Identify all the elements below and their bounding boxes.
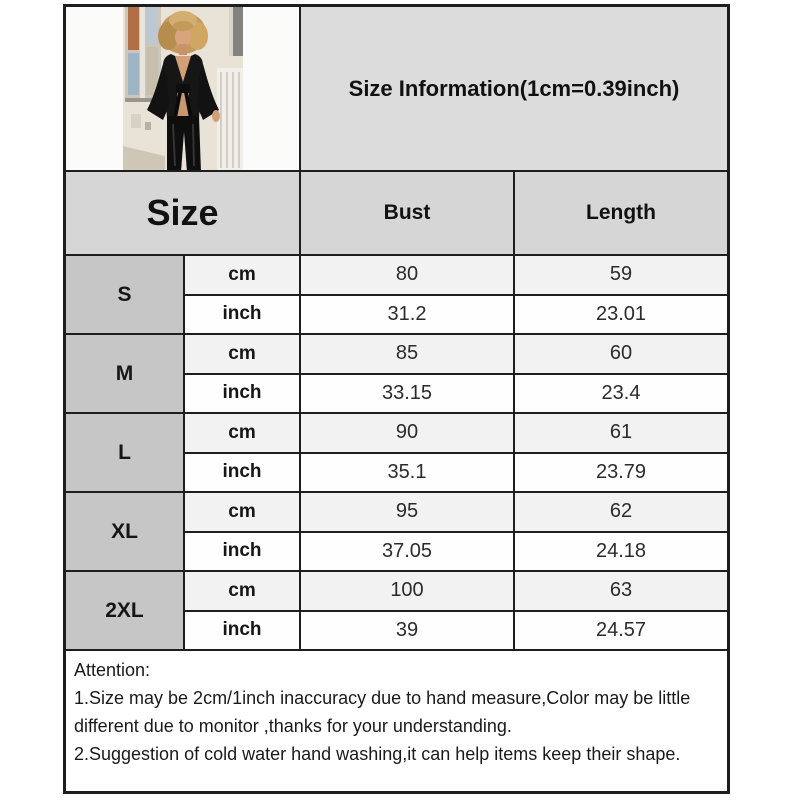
size-row-label-xl: XL <box>66 493 185 572</box>
length-value-s-cm: 59 <box>515 256 727 296</box>
unit-label-cm: cm <box>185 335 301 375</box>
size-column-header: Size <box>66 172 301 256</box>
unit-label-inch: inch <box>185 375 301 415</box>
size-row-label-m: M <box>66 335 185 414</box>
bust-value-m-inch: 33.15 <box>301 375 515 415</box>
bust-column-header: Bust <box>301 172 515 256</box>
unit-label-cm: cm <box>185 572 301 612</box>
product-photo <box>123 7 243 172</box>
bust-value-xl-inch: 37.05 <box>301 533 515 573</box>
bust-value-l-inch: 35.1 <box>301 454 515 494</box>
length-value-m-inch: 23.4 <box>515 375 727 415</box>
bust-value-s-inch: 31.2 <box>301 296 515 336</box>
bust-value-2xl-cm: 100 <box>301 572 515 612</box>
unit-label-inch: inch <box>185 612 301 652</box>
attention-note-1-cont: different due to monitor ,thanks for your understanding. <box>74 716 512 736</box>
attention-note-2: 2.Suggestion of cold water hand washing,it can help items keep their shape. <box>74 744 681 764</box>
size-chart-table <box>63 4 730 794</box>
product-photo-cell <box>66 7 301 172</box>
unit-label-cm: cm <box>185 414 301 454</box>
size-row-label-s: S <box>66 256 185 335</box>
length-value-m-cm: 60 <box>515 335 727 375</box>
length-column-header: Length <box>515 172 727 256</box>
attention-heading: Attention: <box>74 660 151 680</box>
bust-value-xl-cm: 95 <box>301 493 515 533</box>
unit-label-cm: cm <box>185 256 301 296</box>
size-row-label-2xl: 2XL <box>66 572 185 651</box>
unit-label-inch: inch <box>185 454 301 494</box>
bust-value-2xl-inch: 39 <box>301 612 515 652</box>
length-value-l-inch: 23.79 <box>515 454 727 494</box>
unit-label-inch: inch <box>185 533 301 573</box>
attention-note-1: 1.Size may be 2cm/1inch inaccuracy due to hand measure,Color may be little <box>74 688 691 708</box>
bust-value-l-cm: 90 <box>301 414 515 454</box>
length-value-xl-inch: 24.18 <box>515 533 727 573</box>
unit-label-cm: cm <box>185 493 301 533</box>
bust-value-m-cm: 85 <box>301 335 515 375</box>
size-row-label-l: L <box>66 414 185 493</box>
length-value-s-inch: 23.01 <box>515 296 727 336</box>
attention-notes <box>66 651 727 791</box>
bust-value-s-cm: 80 <box>301 256 515 296</box>
chart-title: Size Information(1cm=0.39inch) <box>301 7 727 172</box>
unit-label-inch: inch <box>185 296 301 336</box>
length-value-xl-cm: 62 <box>515 493 727 533</box>
length-value-2xl-inch: 24.57 <box>515 612 727 652</box>
length-value-2xl-cm: 63 <box>515 572 727 612</box>
length-value-l-cm: 61 <box>515 414 727 454</box>
